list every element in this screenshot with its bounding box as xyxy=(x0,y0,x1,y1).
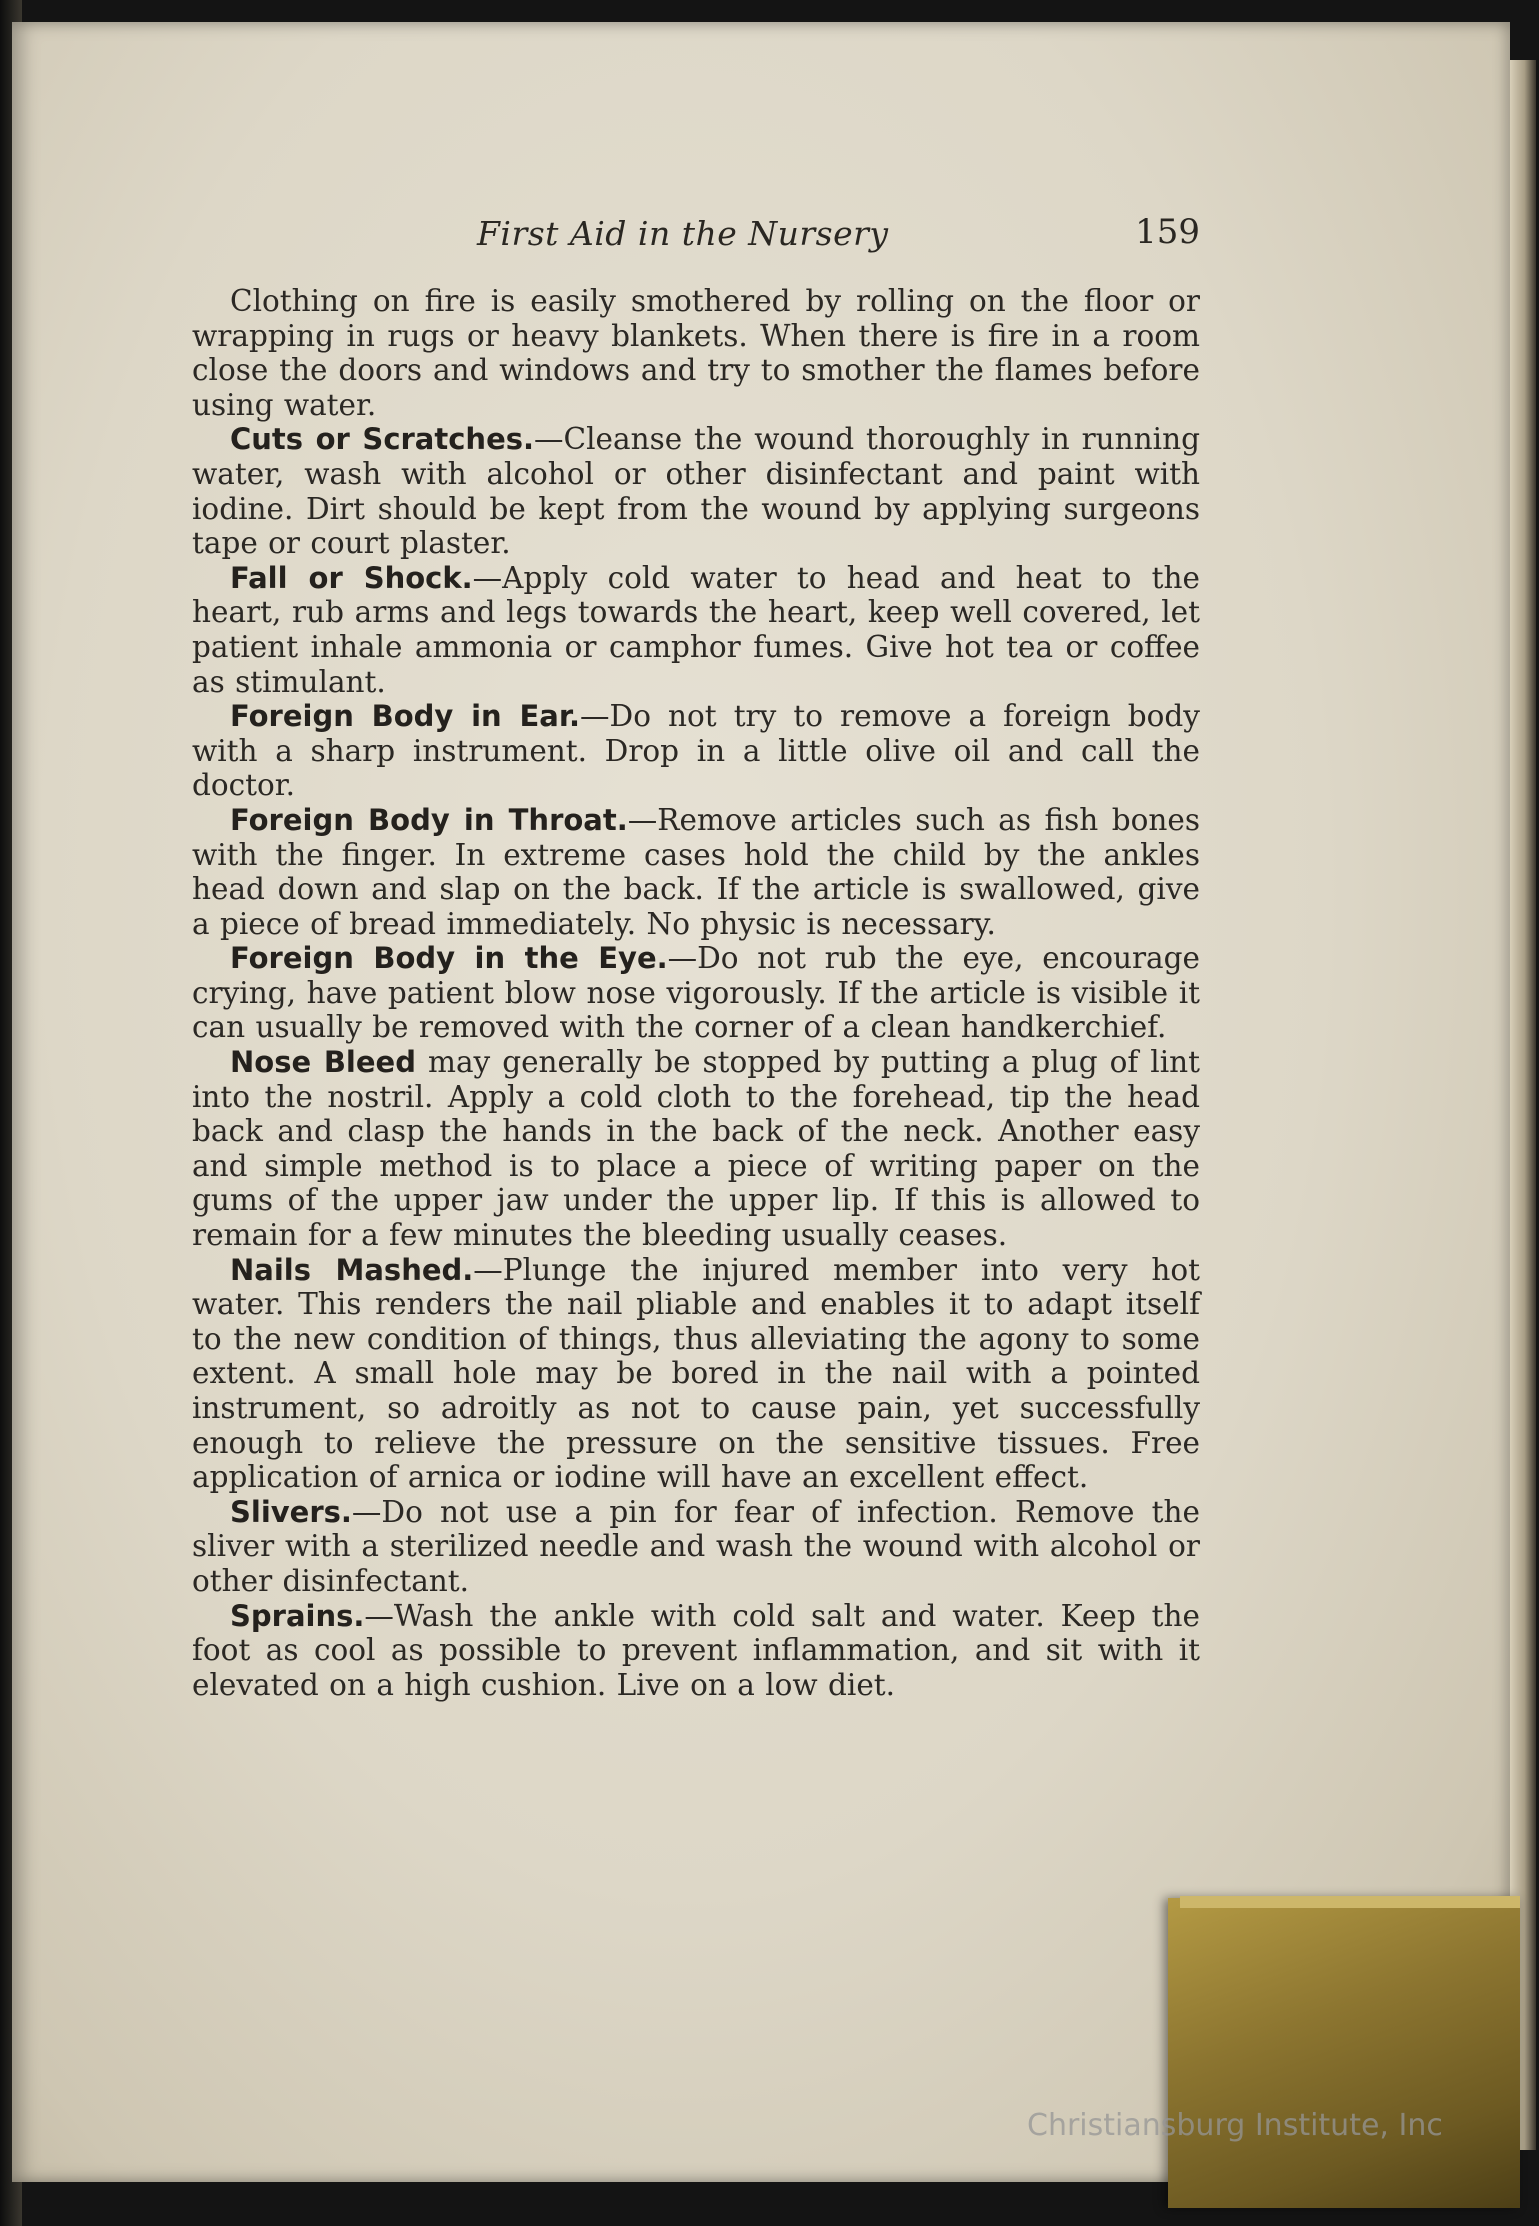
paragraph-heading: Nose Bleed xyxy=(230,1045,416,1080)
paragraph-heading: Foreign Body in Ear. xyxy=(230,699,581,734)
paragraph-cuts-or-scratches xyxy=(192,422,1200,560)
paragraph-text: —Apply cold water to head and heat to the heart, rub arms and legs towards the heart, keep well covered, let patient inhale ammonia or camphor fumes. Give hot tea or coffee as stimulant. xyxy=(192,560,1200,699)
paragraph-text: —Wash the ankle with cold salt and water. Keep the foot as cool as possible to prevent inflammation, and sit with it elevated on a high cushion. Live on a low diet. xyxy=(192,1598,1200,1702)
paragraph-heading: Fall or Shock. xyxy=(230,560,473,595)
watermark: Christiansburg Institute, Inc xyxy=(1027,2108,1443,2143)
paragraph-foreign-body-ear xyxy=(192,699,1200,803)
paragraph-text: —Plunge the injured member into very hot water. This renders the nail pliable and enables it to adapt itself to the new condition of things, thus alleviating the agony to some extent. A small hole may be bored in the nail with a pointed instrument, so adroitly as not to cause pain, yet successfully enough to relieve the pressure on the sensitive tissues. Free application of arnica or iodine will have an excellent effect. xyxy=(192,1252,1200,1495)
paragraph-heading: Cuts or Scratches. xyxy=(230,422,535,457)
page-number: 159 xyxy=(1135,212,1200,252)
paragraph-text: —Do not rub the eye, encourage crying, have patient blow nose vigorously. If the article is visible it can usually be removed with the corner of a clean handkerchief. xyxy=(192,941,1200,1045)
paragraph-text: —Remove articles such as fish bones with the finger. In extreme cases hold the child by the ankles head down and slap on the back. If the article is swallowed, give a piece of bread immediately. No physic is necessary. xyxy=(192,802,1200,941)
page-body xyxy=(192,284,1200,1702)
running-title: First Aid in the Nursery xyxy=(477,214,889,253)
paragraph-nails-mashed xyxy=(192,1253,1200,1495)
paragraph-nose-bleed xyxy=(192,1045,1200,1253)
paragraph-slivers xyxy=(192,1495,1200,1599)
paragraph-foreign-body-throat xyxy=(192,803,1200,941)
paragraph-text: may generally be stopped by putting a plug of lint into the nostril. Apply a cold cloth to the forehead, tip the head back and clasp the hands in the back of the neck. Another easy and simple method is to place a piece of writing paper on the gums of the upper jaw under the upper lip. If this is allowed to remain for a few minutes the bleeding usually ceases. xyxy=(192,1045,1200,1253)
paragraph-foreign-body-eye xyxy=(192,941,1200,1045)
paragraph-heading: Foreign Body in Throat. xyxy=(230,802,628,837)
paragraph-fall-or-shock xyxy=(192,561,1200,699)
page-header xyxy=(192,210,1200,262)
bookmark-edge xyxy=(1180,1896,1520,1908)
paragraph-heading: Foreign Body in the Eye. xyxy=(230,941,668,976)
paragraph-text: Clothing on fire is easily smothered by rolling on the floor or wrapping in rugs or heavy blankets. When there is fire in a room close the doors and windows and try to smother the flames before using water. xyxy=(192,284,1200,422)
paragraph-sprains xyxy=(192,1599,1200,1703)
paragraph-heading: Sprains. xyxy=(230,1598,365,1633)
paragraph-heading: Slivers. xyxy=(230,1494,352,1529)
paragraph-text: —Do not use a pin for fear of infection. Remove the sliver with a sterilized needle and wash the wound with alcohol or other disinfectant. xyxy=(192,1494,1200,1598)
brass-bookmark xyxy=(1168,1898,1520,2208)
paragraph-text: —Do not try to remove a foreign body with a sharp instrument. Drop in a little olive oil and call the doctor. xyxy=(192,699,1200,803)
paragraph-text: —Cleanse the wound thoroughly in running water, wash with alcohol or other disinfectant and paint with iodine. Dirt should be kept from the wound by applying surgeons tape or court plaster. xyxy=(192,422,1200,561)
paragraph-clothing-on-fire xyxy=(192,284,1200,422)
paragraph-heading: Nails Mashed. xyxy=(230,1252,474,1287)
